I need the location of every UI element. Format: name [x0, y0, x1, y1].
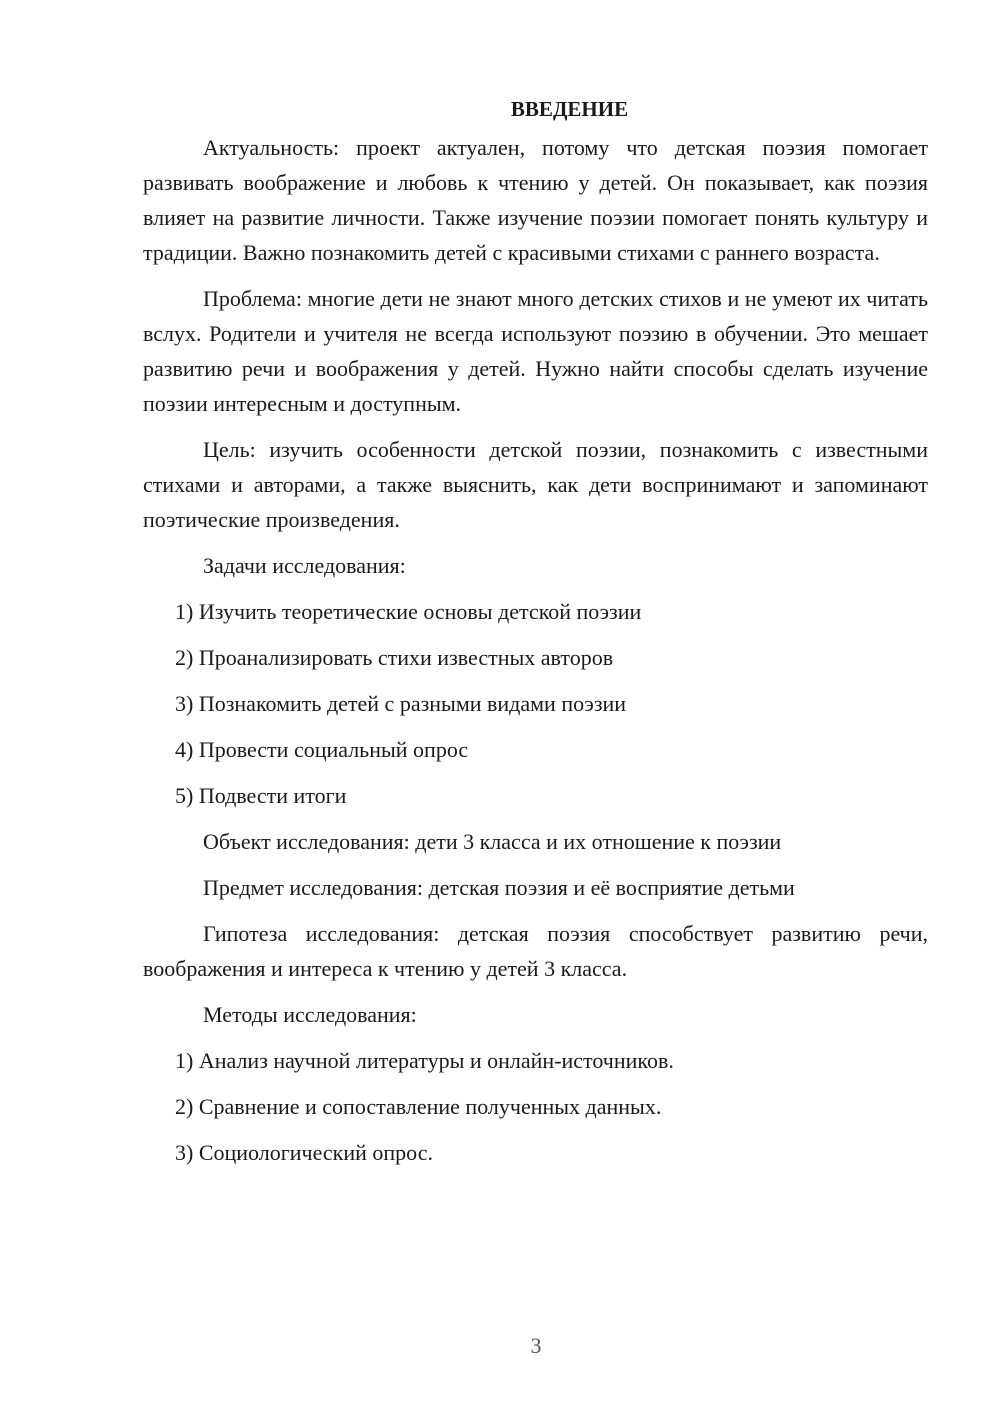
page-number: 3: [530, 1333, 542, 1358]
task-item: 5) Подвести итоги: [175, 783, 347, 808]
hypothesis-paragraph: Гипотеза исследования: детская поэзия способствует развитию речи, воображения и интереса к чтению у детей 3 класса.: [143, 921, 928, 981]
research-subject: Предмет исследования: детская поэзия и её восприятие детьми: [203, 875, 795, 900]
task-item: 2) Проанализировать стихи известных авторов: [175, 645, 614, 670]
tasks-label: Задачи исследования:: [203, 553, 406, 578]
method-item: 3) Социологический опрос.: [175, 1140, 433, 1165]
page-content: [143, 94, 928, 1181]
section-heading: ВВЕДЕНИЕ: [510, 97, 629, 121]
task-item: 1) Изучить теоретические основы детской поэзии: [175, 599, 642, 624]
task-item: 3) Познакомить детей с разными видами поэзии: [175, 691, 627, 716]
methods-list: [143, 1043, 928, 1170]
tasks-list: [143, 594, 928, 813]
problem-paragraph: Проблема: многие дети не знают много детских стихов и не умеют их читать вслух. Родители и учителя не всегда используют поэзию в обучении. Это мешает развитию речи и воображения у детей. Нужно найти способы сделать изучение поэзии интересным и доступным.: [143, 286, 928, 416]
relevance-paragraph: Актуальность: проект актуален, потому что детская поэзия помогает развивать воображение и любовь к чтению у детей. Он показывает, как поэзия влияет на развитие личности. Также изучение поэзии помогает понять культуру и традиции. Важно познакомить детей с красивыми стихами с раннего возраста.: [143, 135, 928, 265]
research-object: Объект исследования: дети 3 класса и их отношение к поэзии: [203, 829, 782, 854]
method-item: 2) Сравнение и сопоставление полученных данных.: [175, 1094, 662, 1119]
task-item: 4) Провести социальный опрос: [175, 737, 469, 762]
methods-label: Методы исследования:: [203, 1002, 417, 1027]
goal-paragraph: Цель: изучить особенности детской поэзии, познакомить с известными стихами и авторами, а также выяснить, как дети воспринимают и запоминают поэтические произведения.: [143, 437, 928, 532]
method-item: 1) Анализ научной литературы и онлайн-источников.: [175, 1048, 674, 1073]
